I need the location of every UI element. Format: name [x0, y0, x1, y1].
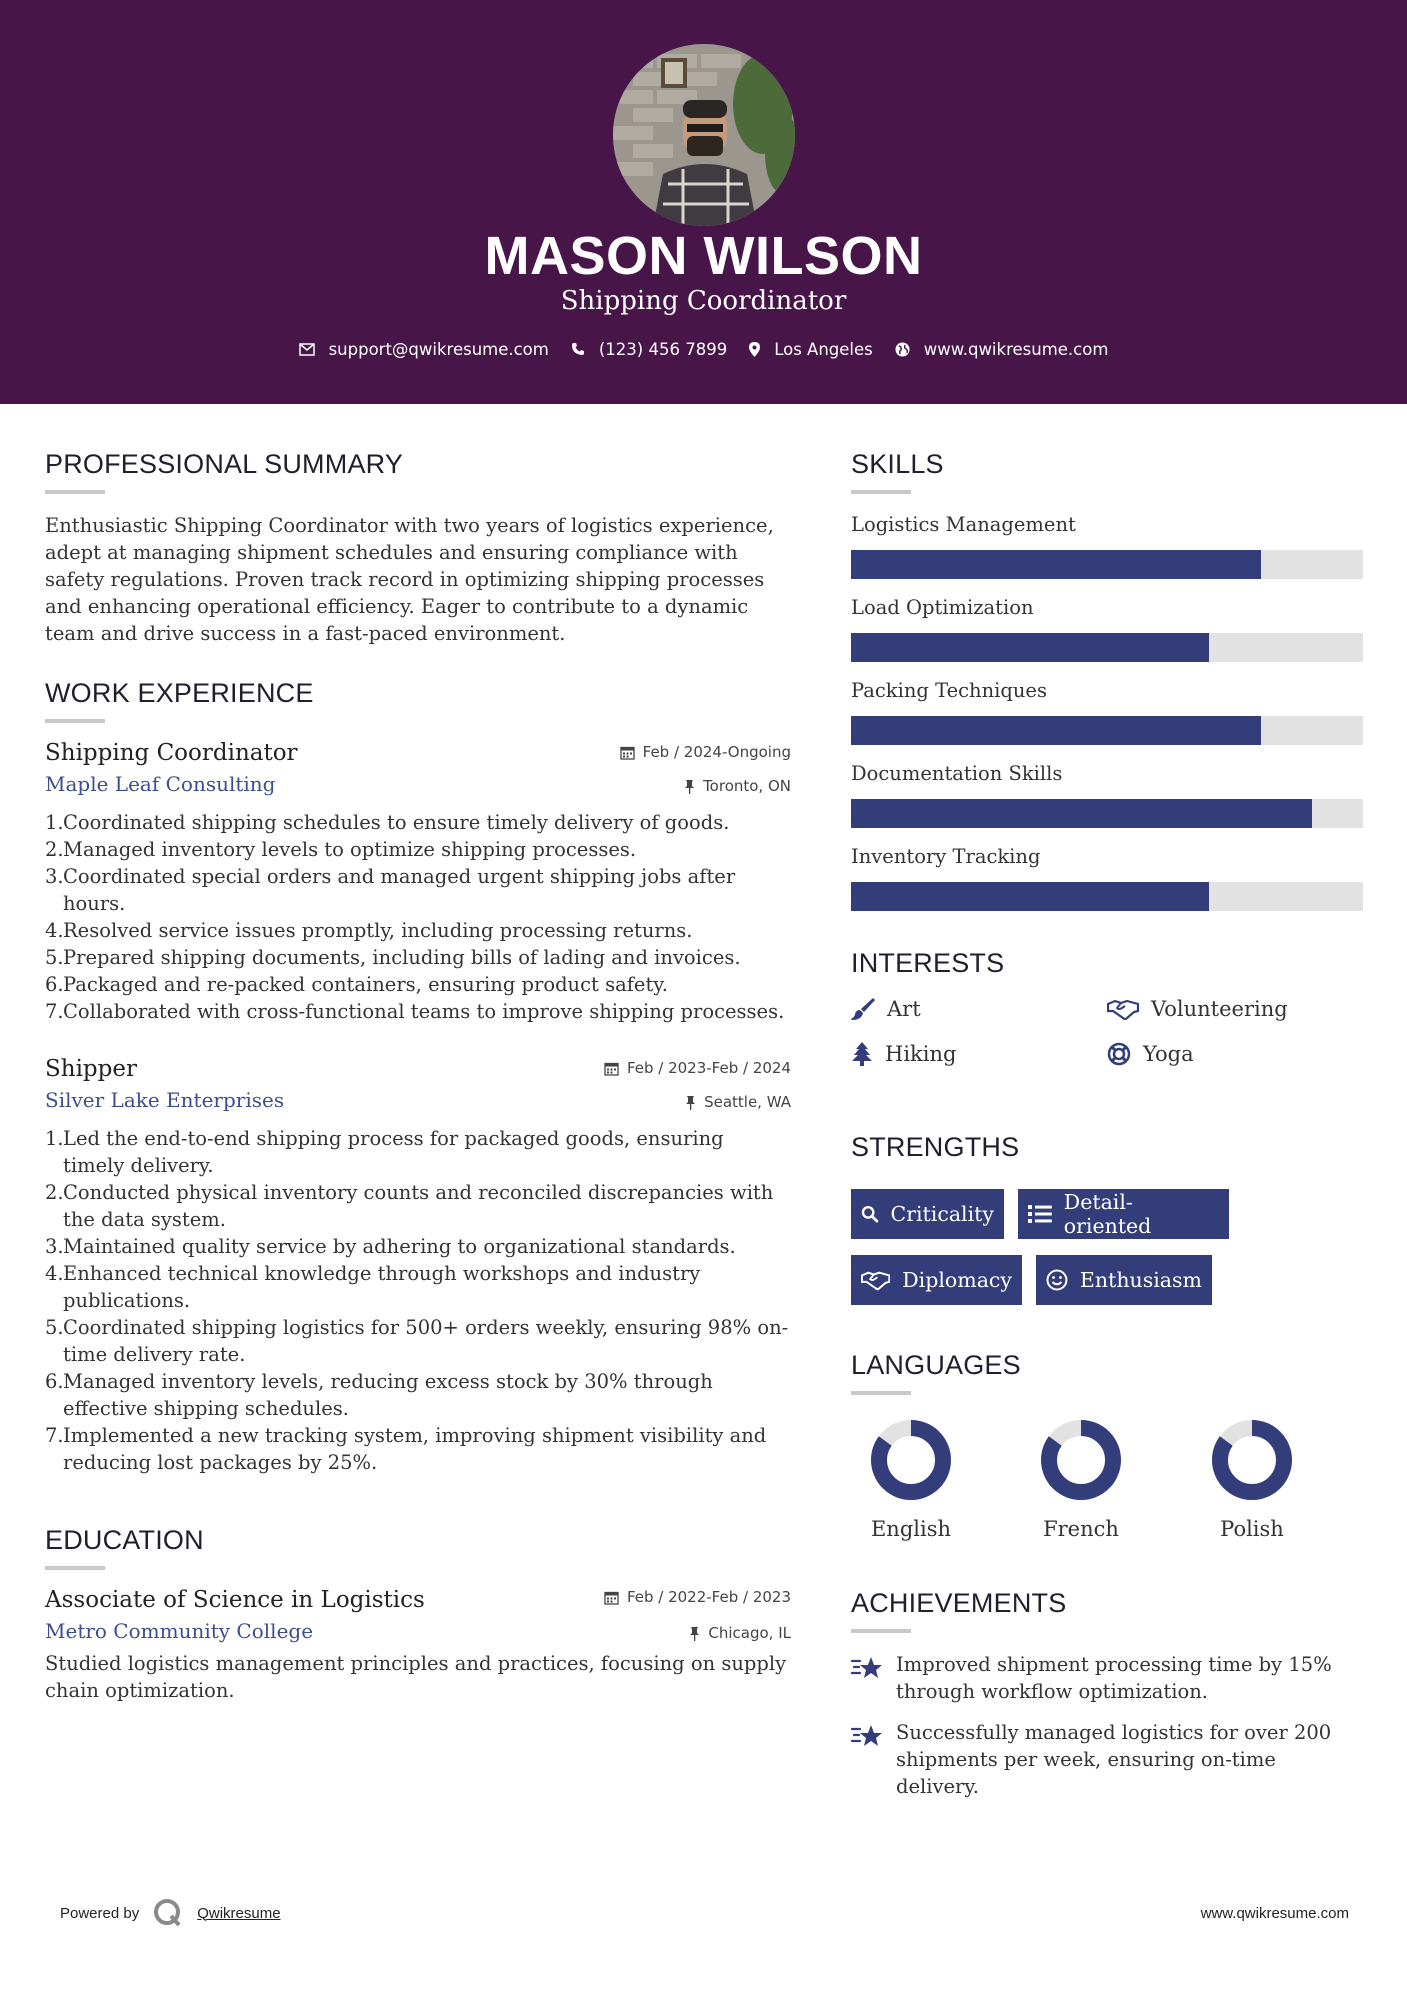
interest-label: Yoga	[1143, 1042, 1194, 1066]
language-ring	[1036, 1415, 1126, 1505]
strength-badge	[851, 1255, 1022, 1305]
interest-item	[1107, 997, 1288, 1021]
skill-name: Packing Techniques	[851, 679, 1047, 702]
search-icon	[861, 1203, 879, 1225]
list-item: 5. Prepared shipping documents, including bills of lading and invoices.	[45, 946, 741, 969]
summary-section	[45, 448, 791, 647]
globe-icon	[895, 342, 910, 357]
qwikresume-logo-icon	[153, 1898, 183, 1928]
job-location-text: Toronto, ON	[703, 777, 791, 795]
section-divider	[851, 490, 911, 494]
strength-label: Criticality	[890, 1202, 994, 1226]
interest-label: Art	[887, 997, 921, 1021]
section-divider	[851, 1391, 911, 1395]
skill-bar	[851, 550, 1363, 579]
skill-item	[851, 512, 1363, 579]
skill-item	[851, 844, 1363, 911]
pushpin-icon	[685, 1095, 696, 1110]
skill-bar-fill	[851, 882, 1209, 911]
powered-by-text: Powered by	[60, 1904, 140, 1922]
resume-header	[0, 0, 1407, 404]
education-section	[45, 1524, 791, 1704]
strength-label: Enthusiasm	[1079, 1268, 1202, 1292]
education-dates	[604, 1588, 791, 1606]
section-title-summary: PROFESSIONAL SUMMARY	[45, 449, 404, 479]
languages-section	[851, 1349, 1363, 1565]
skill-bar	[851, 633, 1363, 662]
section-divider	[45, 719, 105, 723]
skill-name: Documentation Skills	[851, 762, 1063, 785]
phone-icon	[571, 342, 585, 356]
contact-location	[749, 340, 873, 359]
language-name: English	[870, 1517, 952, 1541]
section-title-interests: INTERESTS	[851, 948, 1005, 978]
education-location-text: Chicago, IL	[708, 1624, 791, 1642]
contact-website[interactable]	[895, 340, 1109, 359]
education-description: Studied logistics management principles and practices, focusing on supply chain optimization.	[45, 1652, 787, 1702]
list-item: 4. Resolved service issues promptly, including processing returns.	[45, 919, 693, 942]
job-company: Maple Leaf Consulting	[45, 772, 276, 796]
list-item: 3. Maintained quality service by adhering to organizational standards.	[45, 1235, 736, 1258]
strength-badge	[851, 1189, 1004, 1239]
skill-bar-fill	[851, 716, 1261, 745]
interest-label: Hiking	[885, 1042, 957, 1066]
section-divider	[45, 1566, 105, 1570]
section-title-skills: SKILLS	[851, 449, 944, 479]
job-dates-text: Feb / 2024-Ongoing	[642, 743, 791, 761]
envelope-icon	[299, 343, 315, 356]
job-entry	[45, 1053, 791, 1476]
language-ring	[1207, 1415, 1297, 1505]
calendar-icon	[604, 1061, 619, 1076]
education-dates-text: Feb / 2022-Feb / 2023	[626, 1588, 791, 1606]
job-dates	[604, 1059, 791, 1077]
right-column	[851, 448, 1363, 1800]
language-item	[1021, 1415, 1141, 1541]
left-column	[45, 448, 791, 1704]
list-item: 2. Conducted physical inventory counts and reconciled discrepancies with the data system.	[45, 1181, 774, 1231]
strength-badge	[1036, 1255, 1212, 1305]
section-title-languages: LANGUAGES	[851, 1350, 1021, 1380]
interest-item	[1107, 1042, 1194, 1066]
list-item: 2. Managed inventory levels to optimize shipping processes.	[45, 838, 637, 861]
achievement-text: Successfully managed logistics for over 200 shipments per week, ensuring on-time delivery.	[896, 1721, 1332, 1798]
skill-bar	[851, 882, 1363, 911]
job-title: Shipper	[45, 1056, 137, 1082]
job-entry	[45, 737, 791, 1025]
job-dates-text: Feb / 2023-Feb / 2024	[626, 1059, 791, 1077]
skill-name: Inventory Tracking	[851, 845, 1041, 868]
calendar-icon	[620, 745, 635, 760]
skill-name: Logistics Management	[851, 513, 1076, 536]
skill-name: Load Optimization	[851, 596, 1034, 619]
achievement-text: Improved shipment processing time by 15% through workflow optimization.	[896, 1653, 1332, 1703]
candidate-title: Shipping Coordinator	[560, 286, 847, 316]
candidate-name: MASON WILSON	[484, 226, 923, 286]
footer-powered-by	[60, 1898, 281, 1928]
shooting-star-icon	[851, 1723, 883, 1749]
education-location	[689, 1624, 791, 1642]
list-item: 4. Enhanced technical knowledge through workshops and industry publications.	[45, 1262, 701, 1312]
contact-email[interactable]	[299, 340, 549, 359]
skill-bar-fill	[851, 799, 1312, 828]
lifebuoy-icon	[1107, 1042, 1131, 1066]
language-item	[1192, 1415, 1312, 1541]
interests-list	[851, 997, 1363, 1097]
smile-icon	[1046, 1269, 1068, 1291]
list-item: 5. Coordinated shipping logistics for 500+ orders weekly, ensuring 98% on-time delivery rate.	[45, 1316, 789, 1366]
tree-icon	[851, 1042, 873, 1066]
languages-list	[851, 1415, 1363, 1565]
achievement-item	[851, 1719, 1363, 1800]
handshake-icon	[861, 1269, 890, 1291]
job-location	[685, 1093, 791, 1111]
interests-section	[851, 947, 1363, 1097]
skill-item	[851, 595, 1363, 662]
interest-label: Volunteering	[1151, 997, 1288, 1021]
map-pin-icon	[749, 342, 760, 357]
contact-phone[interactable]	[571, 340, 727, 359]
job-bullets	[45, 1125, 791, 1476]
degree-title: Associate of Science in Logistics	[45, 1587, 425, 1613]
footer-website[interactable]: www.qwikresume.com	[1200, 1905, 1349, 1922]
skills-section	[851, 448, 1363, 911]
strengths-list	[851, 1189, 1363, 1329]
contact-email-text: support@qwikresume.com	[328, 339, 549, 359]
list-item: 7. Implemented a new tracking system, improving shipment visibility and reducing lost packages by 25%.	[45, 1424, 767, 1474]
experience-section	[45, 677, 791, 1476]
skill-bar	[851, 799, 1363, 828]
section-title-experience: WORK EXPERIENCE	[45, 678, 314, 708]
contact-phone-text: (123) 456 7899	[598, 339, 728, 359]
education-entry	[45, 1584, 791, 1704]
list-item: 6. Managed inventory levels, reducing excess stock by 30% through effective shipping schedules.	[45, 1370, 713, 1420]
skills-list	[851, 512, 1363, 911]
strengths-section	[851, 1131, 1363, 1329]
summary-text: Enthusiastic Shipping Coordinator with two years of logistics experience, adept at managing shipment schedules and ensuring compliance with safety regulations. Proven track record in optimizing shipping processes and enhancing operational efficiency. Eager to contribute to a dynamic team and drive success in a fast-paced environment.	[45, 514, 774, 645]
job-dates	[620, 743, 791, 761]
job-company: Silver Lake Enterprises	[45, 1088, 285, 1112]
skill-item	[851, 761, 1363, 828]
section-divider	[851, 1629, 911, 1633]
list-item: 7. Collaborated with cross-functional teams to improve shipping processes.	[45, 1000, 785, 1023]
strength-label: Detail-oriented	[1063, 1190, 1152, 1238]
qwikresume-link[interactable]: Qwikresume	[197, 1904, 281, 1922]
job-location	[684, 777, 791, 795]
pushpin-icon	[684, 779, 695, 794]
skill-bar-fill	[851, 550, 1261, 579]
interest-item	[851, 1042, 956, 1066]
skill-bar	[851, 716, 1363, 745]
list-item: 6. Packaged and re-packed containers, ensuring product safety.	[45, 973, 668, 996]
handshake-icon	[1107, 998, 1139, 1020]
calendar-icon	[604, 1590, 619, 1605]
language-item	[851, 1415, 971, 1541]
strength-label: Diplomacy	[902, 1268, 1012, 1292]
achievement-item	[851, 1651, 1363, 1705]
interest-item	[851, 997, 921, 1021]
section-title-achievements: ACHIEVEMENTS	[851, 1588, 1067, 1618]
achievements-section	[851, 1587, 1363, 1800]
job-location-text: Seattle, WA	[704, 1093, 791, 1111]
language-ring	[866, 1415, 956, 1505]
language-name: French	[1043, 1517, 1119, 1541]
contact-website-text: www.qwikresume.com	[923, 339, 1109, 359]
section-title-education: EDUCATION	[45, 1525, 204, 1555]
pushpin-icon	[689, 1626, 700, 1641]
job-title: Shipping Coordinator	[45, 740, 298, 766]
school-name: Metro Community College	[45, 1619, 314, 1643]
skill-item	[851, 678, 1363, 745]
section-title-strengths: STRENGTHS	[851, 1132, 1020, 1162]
paintbrush-icon	[851, 997, 875, 1021]
list-item: 3. Coordinated special orders and managed urgent shipping jobs after hours.	[45, 865, 736, 915]
job-bullets	[45, 809, 791, 1025]
section-divider	[45, 490, 105, 494]
language-name: Polish	[1220, 1517, 1284, 1541]
list-item: 1. Led the end-to-end shipping process for packaged goods, ensuring timely delivery.	[45, 1127, 724, 1177]
list-item: 1. Coordinated shipping schedules to ensure timely delivery of goods.	[45, 811, 730, 834]
strength-badge	[1018, 1189, 1229, 1239]
profile-photo	[613, 44, 795, 226]
shooting-star-icon	[851, 1655, 883, 1681]
contact-bar	[0, 334, 1407, 364]
skill-bar-fill	[851, 633, 1209, 662]
contact-location-text: Los Angeles	[774, 339, 873, 359]
list-icon	[1028, 1204, 1052, 1224]
